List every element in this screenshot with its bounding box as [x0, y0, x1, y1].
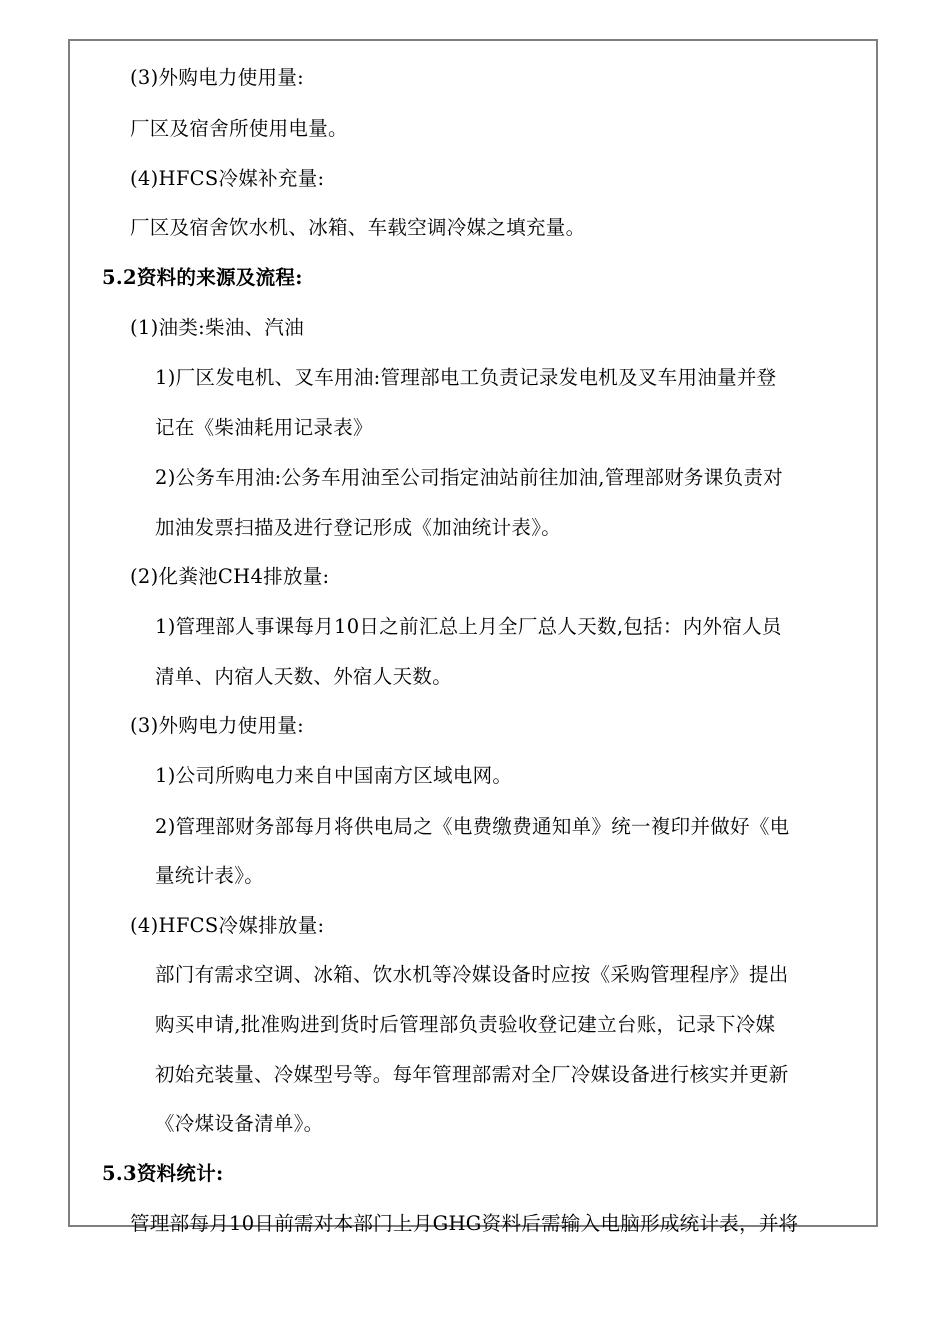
paragraph-line: 1)厂区发电机、叉车用油:管理部电工负责记录发电机及叉车用油量并登: [155, 366, 777, 389]
paragraph-line: 厂区及宿舍所使用电量。: [130, 117, 348, 140]
item-1-heading: (1)油类:柴油、汽油: [130, 316, 304, 339]
item-4-heading: (4)HFCS冷媒排放量:: [130, 914, 325, 937]
paragraph-line: 1)公司所购电力来自中国南方区域电网。: [155, 764, 513, 787]
paragraph-line: 1)管理部人事课每月10日之前汇总上月全厂总人天数,包括：内外宿人员: [155, 615, 782, 638]
paragraph-line: 《冷煤设备清单》。: [155, 1112, 324, 1135]
paragraph-line: 2)公务车用油:公务车用油至公司指定油站前往加油,管理部财务课负责对: [155, 466, 783, 489]
paragraph-line: 部门有需求空调、冰箱、饮水机等冷媒设备时应按《采购管理程序》提出: [155, 963, 789, 986]
paragraph-line: 清单、内宿人天数、外宿人天数。: [155, 665, 453, 688]
item-3-heading: (3)外购电力使用量:: [130, 714, 304, 737]
item-3-heading: (3)外购电力使用量:: [130, 66, 304, 89]
paragraph-line: 记在《柴油耗用记录表》: [155, 416, 373, 439]
paragraph-line: 厂区及宿舍饮水机、冰箱、车载空调冷媒之填充量。: [130, 216, 586, 239]
paragraph-line: 2)管理部财务部每月将供电局之《电费缴费通知单》统一複印并做好《电: [155, 815, 790, 838]
paragraph-line: 购买申请,批准购进到货时后管理部负责验收登记建立台账，记录下冷媒: [155, 1013, 776, 1036]
paragraph-line: 加油发票扫描及进行登记形成《加油统计表》。: [155, 516, 562, 539]
item-4-heading: (4)HFCS冷媒补充量:: [130, 167, 325, 190]
section-5-2-heading: 5.2资料的来源及流程:: [102, 266, 303, 289]
paragraph-line: 管理部每月10日前需对本部门上月GHG资料后需输入电脑形成统计表，并将: [130, 1212, 799, 1235]
paragraph-line: 量统计表》。: [155, 864, 265, 887]
paragraph-line: 初始充装量、冷媒型号等。每年管理部需对全厂冷媒设备进行核实并更新: [155, 1063, 789, 1086]
section-5-3-heading: 5.3资料统计:: [102, 1162, 224, 1185]
item-2-heading: (2)化粪池CH4排放量:: [130, 565, 330, 588]
